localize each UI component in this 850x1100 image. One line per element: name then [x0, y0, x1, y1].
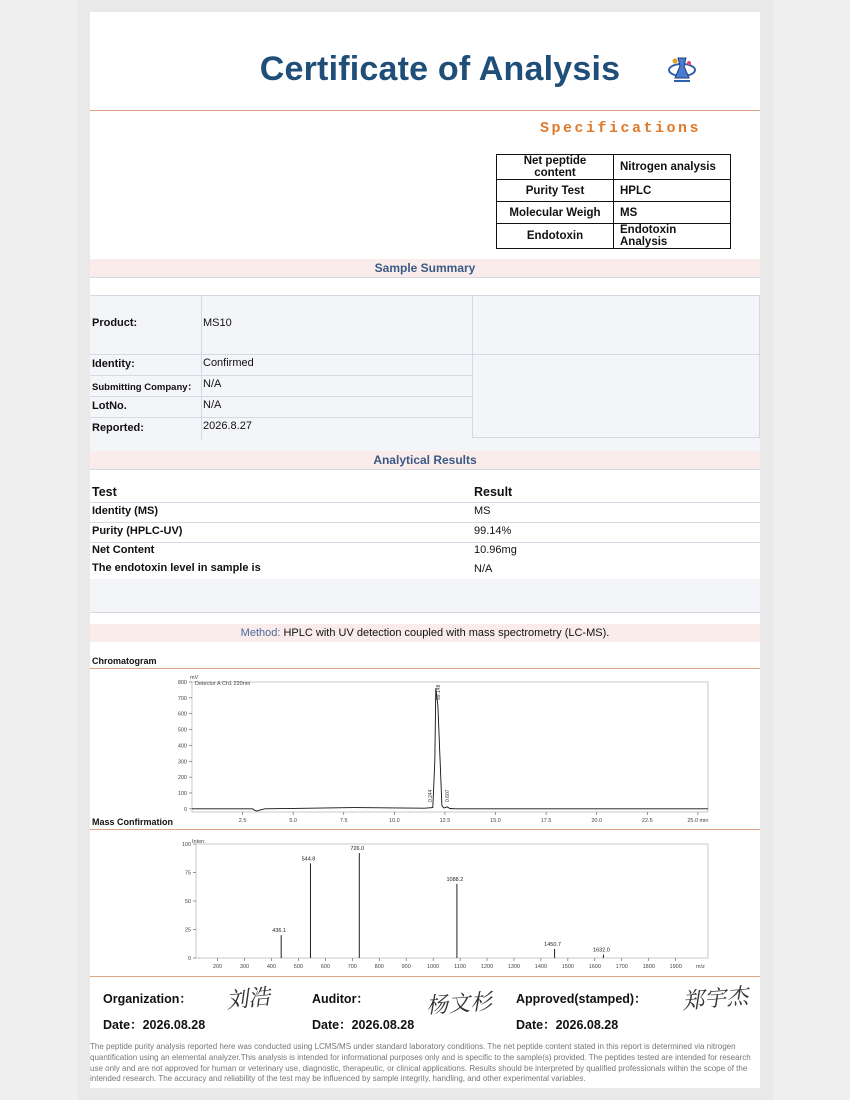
legend-label: Detector A Ch1 220nm — [195, 681, 251, 687]
divider — [90, 829, 760, 830]
auditor-label: Auditor： — [312, 992, 369, 1006]
mass-peak-label: 1450.7 — [544, 941, 562, 948]
sample-summary-title: Sample Summary — [90, 259, 760, 277]
x-tick-label: 25.0 min — [687, 818, 709, 824]
divider — [90, 668, 760, 669]
mass-peak-label: 1632.0 — [593, 947, 610, 954]
mass-peak-label: 544.8 — [301, 856, 316, 863]
mass-confirmation-label: Mass Confirmation — [92, 817, 174, 827]
chromatogram-label: Chromatogram — [92, 656, 157, 666]
lot-label: LotNo. — [92, 400, 127, 412]
divider — [90, 375, 472, 376]
results-spacer — [90, 579, 760, 612]
table-row — [497, 202, 731, 224]
divider — [90, 976, 760, 977]
date-value: 2026.08.28 — [142, 1018, 206, 1032]
method-text: HPLC with UV detection coupled with mass spectrometry (LC-MS). — [283, 627, 610, 639]
x-tick-label: 500 — [293, 964, 303, 970]
plot-frame — [196, 844, 708, 958]
spec-test: Endotoxin — [497, 224, 614, 249]
y-tick-label: 700 — [177, 695, 187, 702]
auditor-signature: 杨文杉 — [425, 989, 493, 1020]
y-tick-label: 0 — [183, 806, 187, 813]
x-tick-label: 400 — [266, 964, 277, 970]
result-value: MS — [474, 505, 491, 517]
x-tick-label: 1100 — [454, 964, 466, 970]
identity-value: Confirmed — [203, 357, 254, 369]
peak-label: 0.244 — [427, 789, 434, 802]
results-header-test: Test — [92, 485, 117, 499]
x-tick-label: 300 — [239, 964, 250, 970]
peak-label: 0.607 — [444, 789, 451, 802]
divider — [90, 417, 472, 418]
product-label: Product: — [92, 317, 138, 329]
x-tick-label: 600 — [320, 964, 330, 970]
header-divider — [90, 110, 760, 111]
divider — [90, 612, 760, 613]
y-unit-label: mV — [190, 675, 199, 681]
method-line — [90, 624, 760, 642]
y-tick-label: 600 — [177, 711, 187, 718]
mass-peak-label: 1088.2 — [446, 876, 464, 883]
results-header-result: Result — [474, 485, 513, 499]
result-test: Purity (HPLC-UV) — [92, 525, 183, 537]
x-tick-label: 1200 — [480, 964, 494, 970]
method-label: Method: — [240, 627, 281, 639]
divider — [759, 295, 760, 438]
y-tick-label: 800 — [177, 680, 187, 686]
table-row — [497, 180, 731, 202]
result-test: Identity (MS) — [92, 505, 158, 517]
result-value: 10.96mg — [474, 544, 517, 556]
chromatogram-chart — [170, 670, 730, 826]
x-tick-label: 200 — [212, 964, 223, 970]
approved-label: Approved(stamped)： — [516, 992, 647, 1006]
spec-method: Endotoxin Analysis — [614, 224, 731, 249]
organization-date-label — [103, 1015, 205, 1033]
x-tick-label: 1000 — [427, 964, 440, 970]
table-row — [497, 224, 731, 249]
reported-value: 2026.8.27 — [203, 420, 252, 432]
auditor-date-label — [312, 1015, 414, 1033]
date-label: Date： — [516, 1018, 556, 1032]
divider — [90, 469, 760, 470]
x-tick-label: m/z — [696, 964, 705, 970]
spec-test: Purity Test — [497, 180, 614, 202]
x-tick-label: 5.0 — [289, 818, 298, 824]
x-tick-label: 700 — [347, 964, 357, 970]
identity-label: Identity: — [92, 358, 135, 370]
y-tick-label: 0 — [187, 956, 191, 962]
divider — [472, 295, 473, 438]
y-tick-label: 100 — [177, 790, 187, 797]
divider — [90, 542, 760, 543]
y-tick-label: 75 — [184, 870, 191, 877]
divider — [90, 522, 760, 523]
x-tick-label: 1400 — [534, 964, 548, 970]
y-unit-label: Inten. — [192, 839, 206, 845]
lot-value: N/A — [203, 399, 222, 411]
mass-spectrum-chart — [170, 834, 730, 974]
divider — [201, 295, 202, 440]
x-tick-label: 800 — [374, 964, 384, 970]
y-tick-label: 400 — [177, 743, 187, 750]
y-tick-label: 25 — [184, 927, 191, 934]
date-label: Date： — [103, 1018, 143, 1032]
organization-signature: 刘浩 — [225, 984, 272, 1015]
analytical-results-title: Analytical Results — [90, 451, 760, 469]
x-tick-label: 1900 — [669, 964, 682, 970]
x-tick-label: 1500 — [561, 964, 574, 970]
result-test: Net Content — [92, 544, 155, 556]
footer-disclaimer: The peptide purity analysis reported here was conducted using LCMS/MS under standard laboratory conditions. The net peptide content stated in this report is determined via nitrogen quantification using an elemental analyzer.This analysis is intended for informational purposes only and is specific to the sample(s) provided. The peptides tested are intended for research use only and are not approved for human or veterinary use, diagnostic, therapeutic, or clinical applications. Results should be interpreted by qualified professionals within the scope of the intended research. The accuracy and reliability of the test may be influenced by sample integrity, handling, and other experimental variables. — [90, 1042, 751, 1084]
peak-label: 99.148 — [435, 684, 442, 700]
approved-date-label — [516, 1015, 618, 1033]
spec-method: Nitrogen analysis — [614, 155, 731, 180]
result-value: 99.14% — [474, 525, 512, 537]
organization-label: Organization： — [103, 992, 192, 1006]
specifications-table — [496, 154, 731, 249]
y-tick-label: 500 — [177, 727, 187, 734]
spec-method: MS — [614, 202, 731, 224]
divider — [90, 277, 760, 278]
y-tick-label: 200 — [177, 775, 187, 782]
specifications-title: Specifications — [540, 120, 702, 137]
y-tick-label: 100 — [181, 842, 191, 848]
x-tick-label: 1800 — [642, 964, 655, 970]
company-value: N/A — [203, 378, 222, 390]
x-tick-label: 900 — [401, 964, 411, 970]
divider — [90, 396, 472, 397]
x-tick-label: 10.0 — [388, 818, 400, 824]
result-value: N/A — [474, 563, 493, 575]
page-title: Certificate of Analysis — [259, 50, 621, 88]
divider — [90, 295, 760, 296]
divider — [90, 502, 760, 503]
mass-peak-label: 726.0 — [350, 846, 365, 853]
x-tick-label: 7.5 — [339, 818, 348, 824]
x-tick-label: 1600 — [588, 964, 601, 970]
reported-label: Reported: — [92, 422, 144, 434]
date-value: 2026.08.28 — [351, 1018, 415, 1032]
x-tick-label: 1700 — [615, 964, 628, 970]
y-tick-label: 50 — [184, 899, 191, 905]
spec-test: Molecular Weigh — [497, 202, 614, 224]
x-tick-label: 15.0 — [490, 818, 501, 824]
x-tick-label: 1300 — [507, 964, 521, 970]
certificate-sheet — [90, 12, 760, 1088]
lab-flask-logo-icon — [665, 52, 699, 86]
date-label: Date： — [312, 1018, 352, 1032]
product-value: MS10 — [203, 317, 232, 329]
spec-method: HPLC — [614, 180, 731, 202]
mass-peak-label: 436.1 — [272, 928, 287, 935]
x-tick-label: 22.5 — [641, 818, 653, 824]
x-tick-label: 20.0 — [591, 818, 603, 824]
table-row — [497, 155, 731, 180]
divider — [90, 354, 472, 355]
divider — [472, 354, 760, 355]
date-value: 2026.08.28 — [555, 1018, 619, 1032]
company-label: Submitting Company： — [92, 382, 198, 393]
x-tick-label: 17.5 — [540, 818, 552, 824]
x-tick-label: 12.5 — [439, 818, 451, 824]
result-test: The endotoxin level in sample is — [92, 562, 261, 574]
spec-test: Net peptide content — [497, 155, 614, 180]
approved-signature: 郑宇杰 — [681, 984, 750, 1015]
x-tick-label: 2.5 — [238, 818, 247, 824]
divider — [472, 437, 760, 438]
y-tick-label: 300 — [177, 759, 187, 766]
